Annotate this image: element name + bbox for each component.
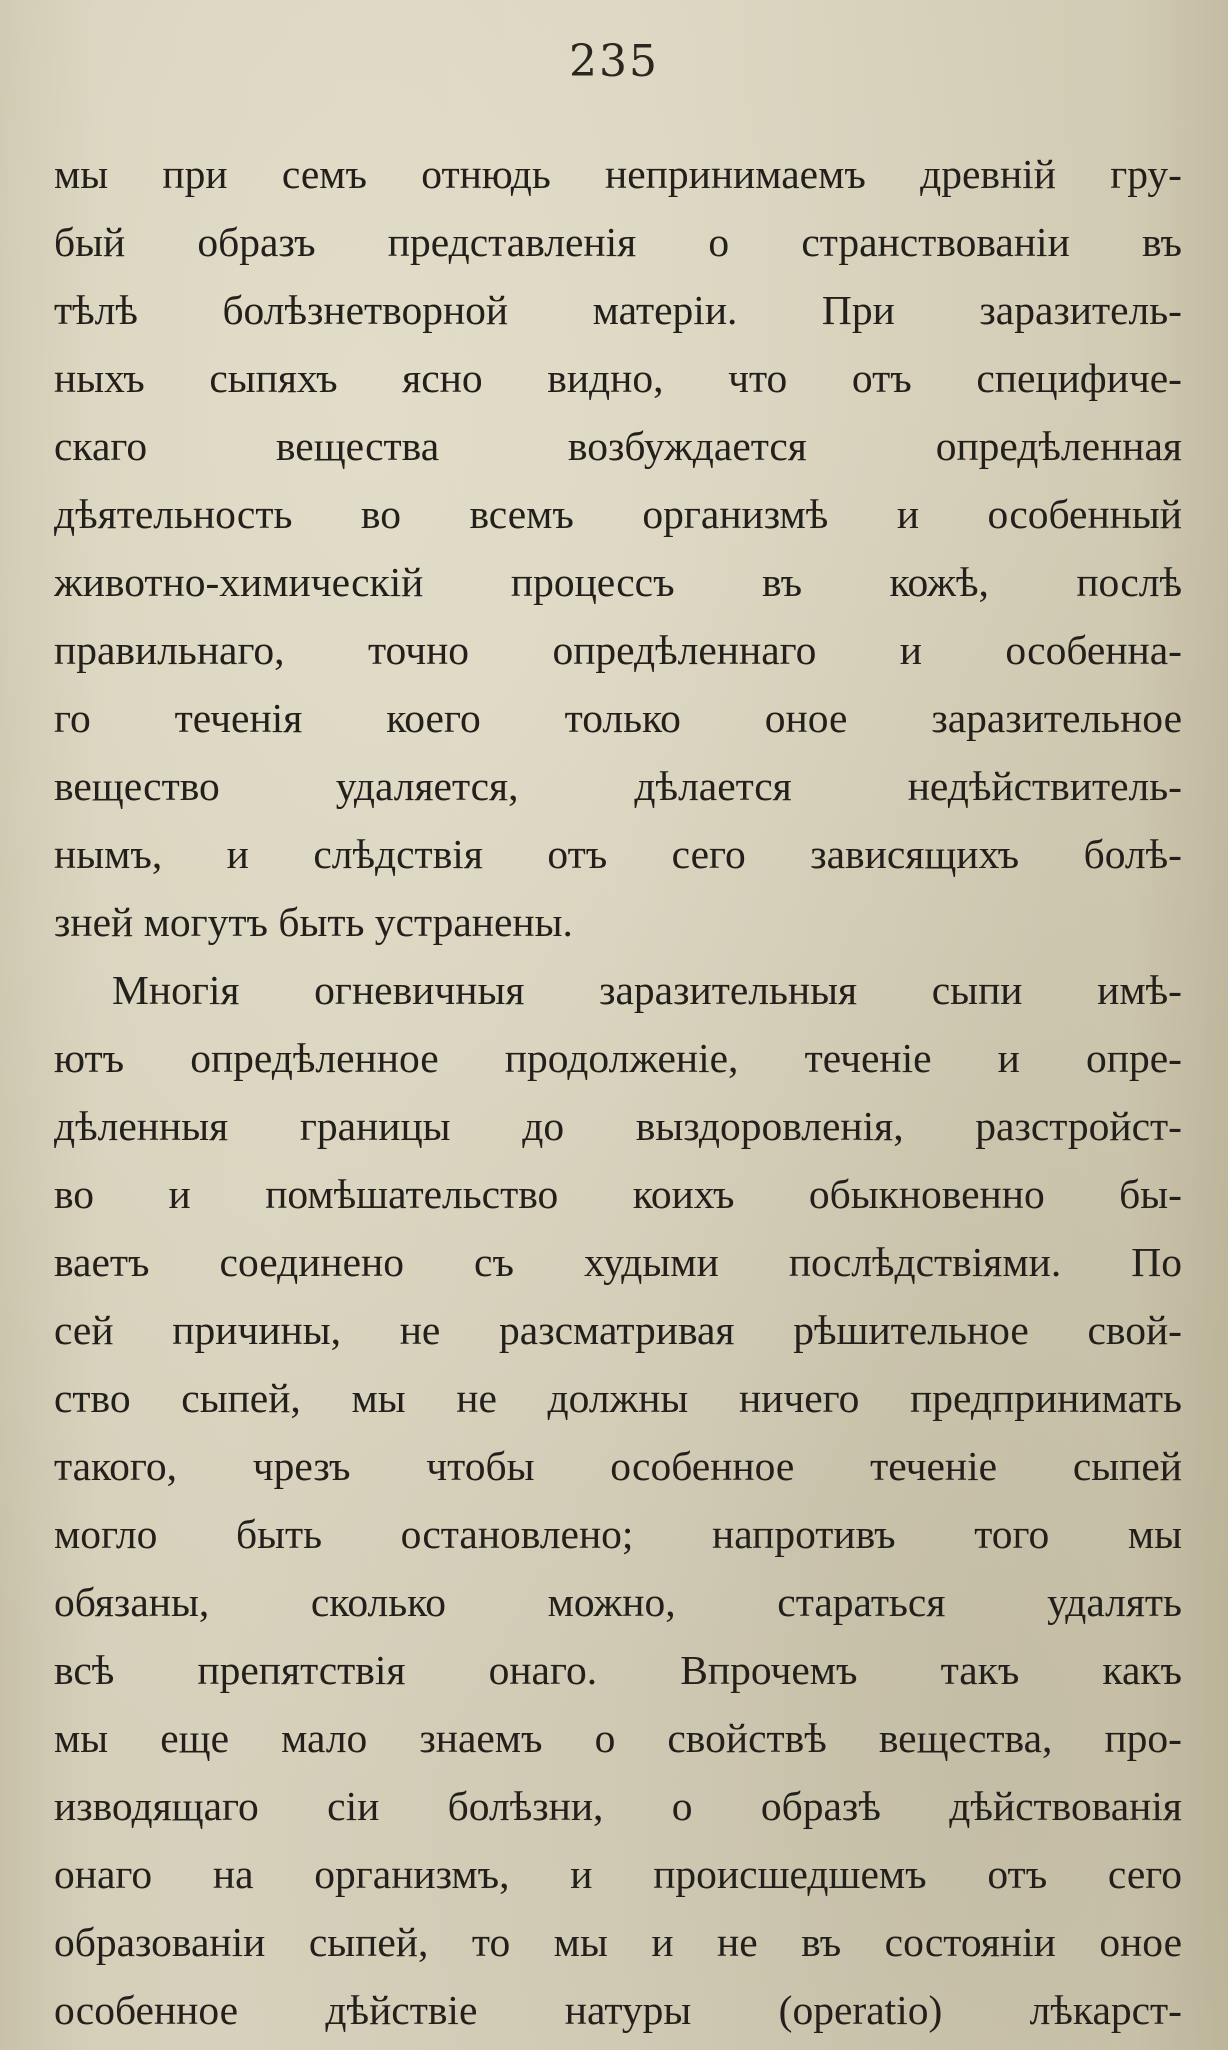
text-line: онаго на организмъ, и происшедшемъ отъ сего	[54, 1851, 1182, 1897]
text-line: нымъ, и слѣдствія отъ сего зависящихъ болѣ-	[54, 831, 1182, 877]
paragraph-2	[54, 956, 1182, 2044]
text-line: бый образъ представленія о странствованіи въ	[54, 219, 1182, 265]
text-line: особенное дѣйствіе натуры (operatio) лѣкарст-	[54, 1987, 1182, 2033]
text-line: правильнаго, точно опредѣленнаго и особенна-	[54, 627, 1182, 673]
page-number: 235	[569, 36, 659, 87]
body-text	[54, 140, 1182, 2044]
text-line: ютъ опредѣленное продолженіе, теченіе и опре-	[54, 1035, 1182, 1081]
text-line: образованіи сыпей, то мы и не въ состояніи оное	[54, 1919, 1182, 1965]
text-line: обязаны, сколько можно, стараться удалять	[54, 1579, 1182, 1625]
text-line: всѣ препятствія онаго. Впрочемъ такъ какъ	[54, 1647, 1182, 1693]
paragraph-1	[54, 140, 1182, 956]
text-line: ство сыпей, мы не должны ничего предпринимать	[54, 1375, 1182, 1421]
text-line: скаго вещества возбуждается опредѣленная	[54, 423, 1182, 469]
text-line: ныхъ сыпяхъ ясно видно, что отъ специфиче-	[54, 355, 1182, 401]
text-line: такого, чрезъ чтобы особенное теченіе сыпей	[54, 1443, 1182, 1489]
text-line: го теченія коего только оное заразительное	[54, 695, 1182, 741]
text-line: мы еще мало знаемъ о свойствѣ вещества, про-	[54, 1715, 1182, 1761]
text-line: зней могутъ быть устранены.	[54, 899, 573, 945]
text-line: ваетъ соединено съ худыми послѣдствіями. По	[54, 1239, 1182, 1285]
text-line: Многія огневичныя заразительныя сыпи имѣ-	[112, 967, 1182, 1013]
text-line: во и помѣшательство коихъ обыкновенно бы-	[54, 1171, 1182, 1217]
text-line: дѣятельность во всемъ организмѣ и особенный	[54, 491, 1182, 537]
text-line: могло быть остановлено; напротивъ того мы	[54, 1511, 1182, 1557]
text-line: мы при семъ отнюдь непринимаемъ древній гру-	[54, 151, 1182, 197]
text-line: дѣленныя границы до выздоровленія, разстройст-	[54, 1103, 1182, 1149]
text-line: сей причины, не разсматривая рѣшительное свой-	[54, 1307, 1182, 1353]
text-line: животно-химическій процессъ въ кожѣ, послѣ	[54, 559, 1182, 605]
text-line: вещество удаляется, дѣлается недѣйствитель-	[54, 763, 1182, 809]
text-line: тѣлѣ болѣзнетворной матеріи. При заразитель-	[54, 287, 1182, 333]
text-line: изводящаго сіи болѣзни, о образѣ дѣйствованія	[54, 1783, 1182, 1829]
